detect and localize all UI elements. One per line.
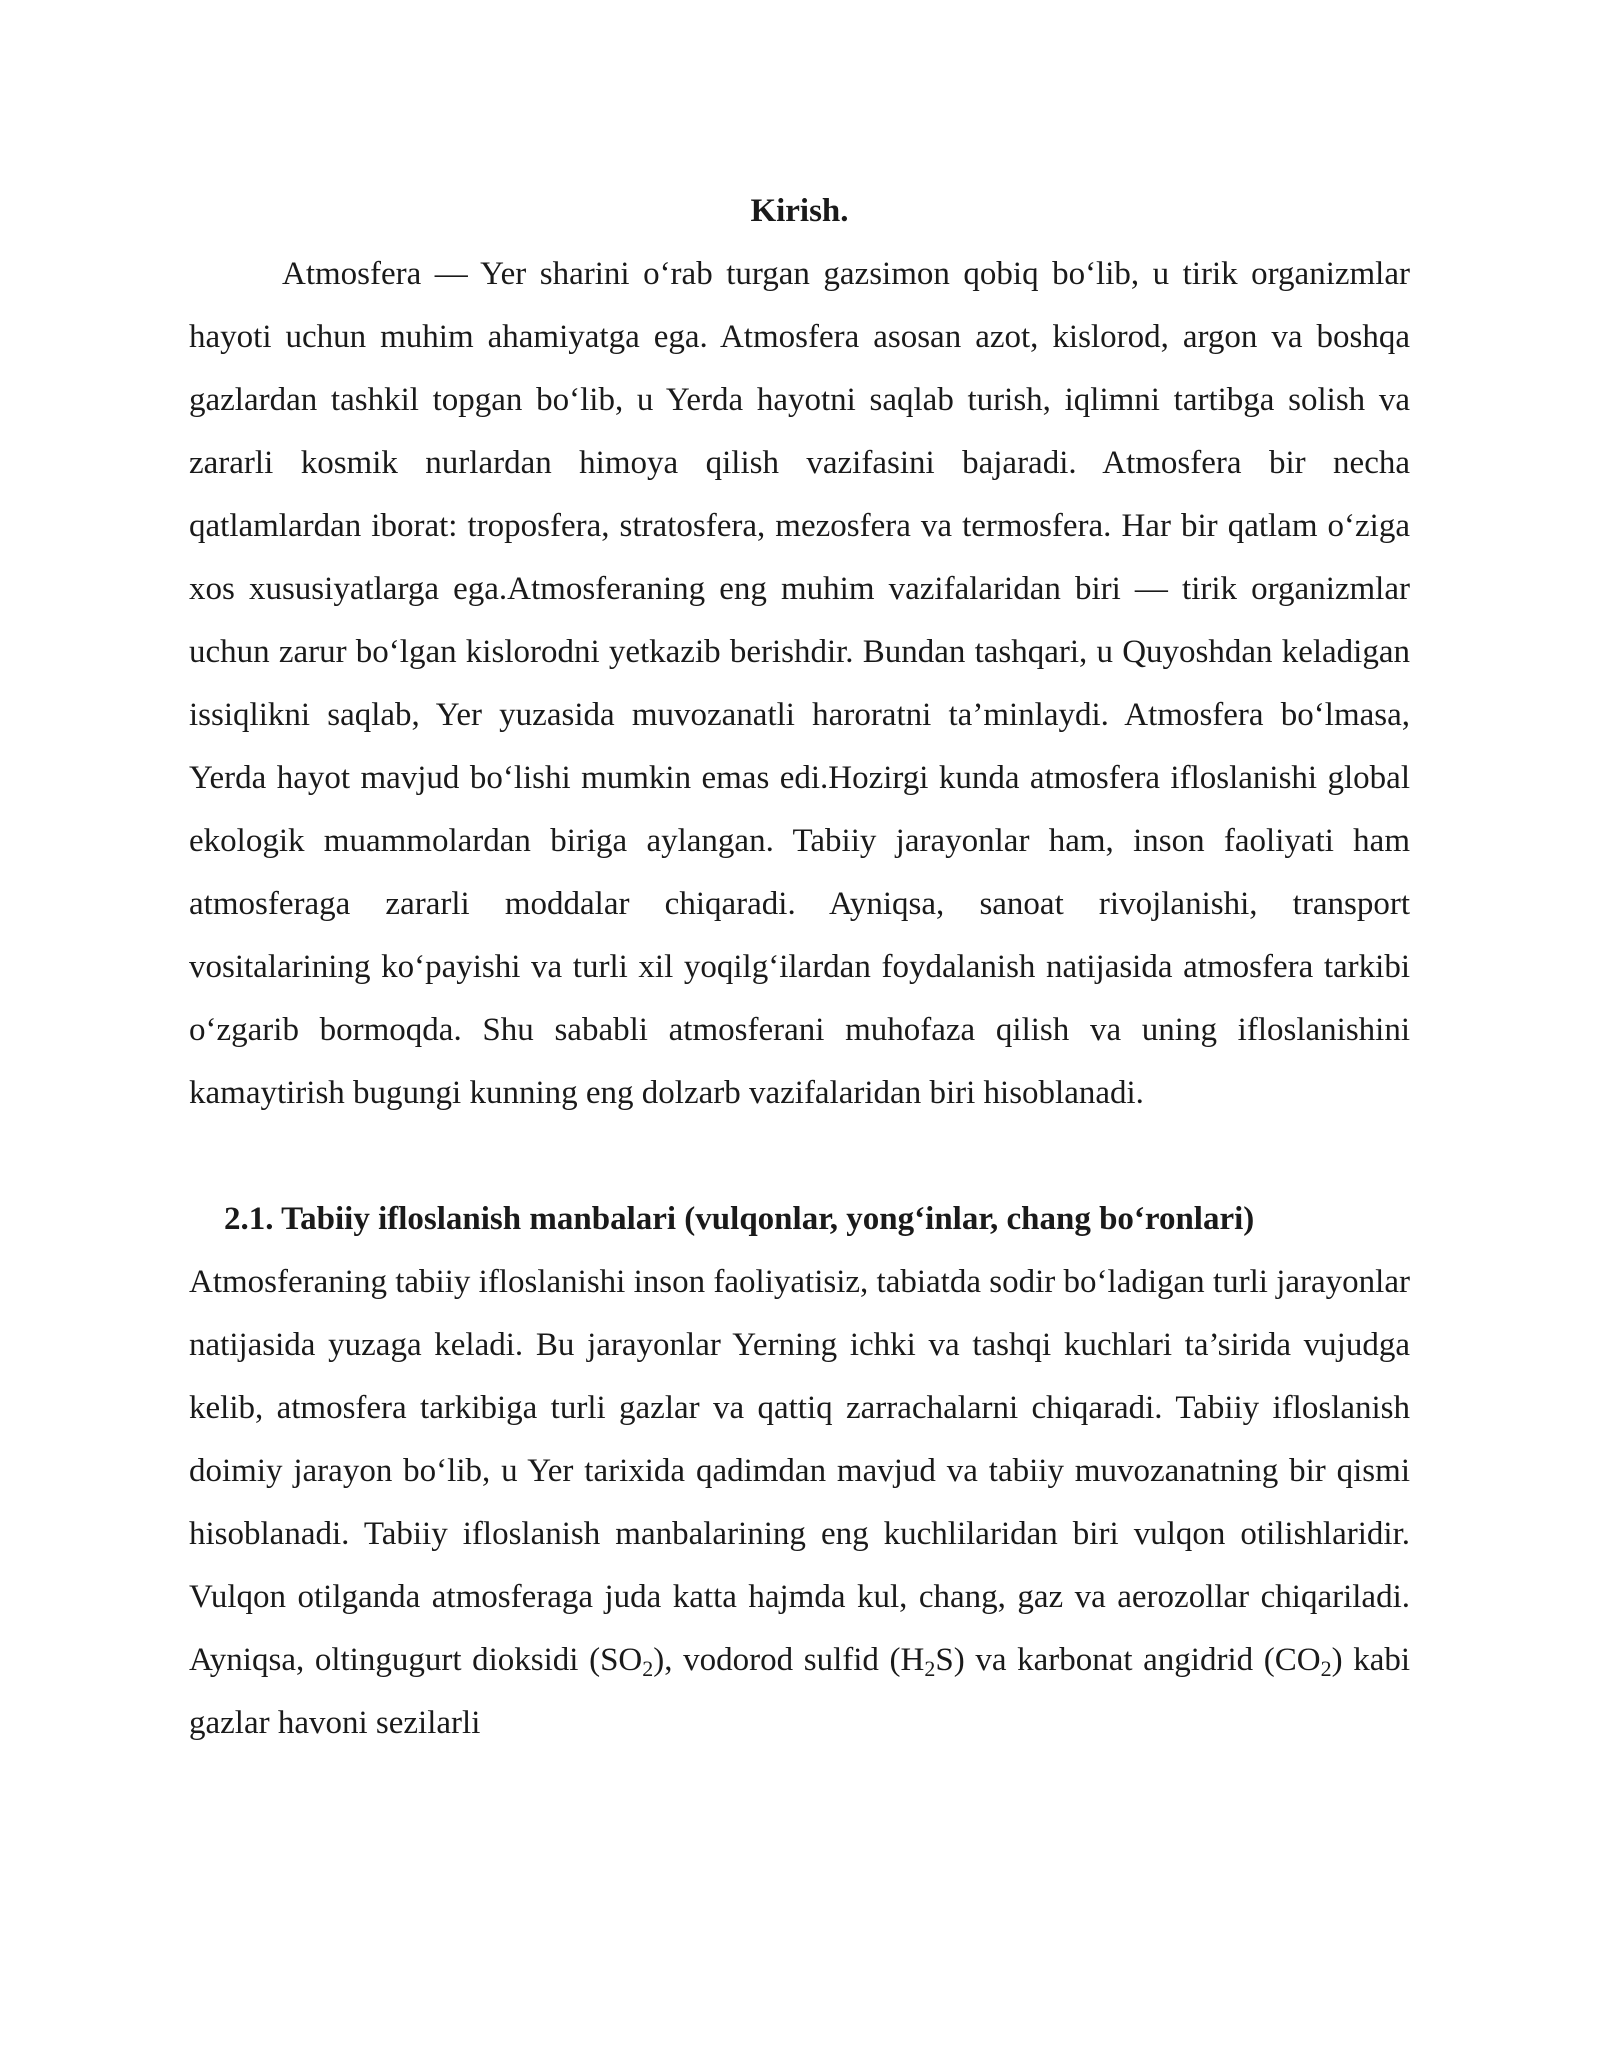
formula-h2s: $(H_2S)$ va karbonat angidrid <box>889 1642 1254 1681</box>
document-title: Kirish. <box>750 193 849 229</box>
section-paragraph-text: Atmosferaning tabiiy ifloslanishi inson faoliyatisiz, tabiatda sodir boʻladigan turli jarayonlar natijasida yuzaga keladi. Bu jarayonlar Yerning ichki va tashqi kuchlari ta’sirida vujudga kelib, atmosfera tarkibiga turli gazlar va qattiq zarrachalarni chiqaradi. Tabiiy ifloslanish doimiy jarayon boʻlib, u Yer tarixida qadimdan mavjud va tabiiy muvozanatning bir qismi hisoblanadi. Tabiiy ifloslanish manbalarining eng kuchlilaridan biri vulqon otilishlaridir. Vulqon otilganda atmosferaga juda katta hajmda kul, chang, gaz va aerozollar chiqariladi. Ayniqsa, oltingugurt dioksidi <box>189 1264 1410 1678</box>
section-heading: 2.1. Tabiiy ifloslanish manbalari (vulqonlar, yongʻinlar, chang boʻronlari) <box>224 1201 1255 1237</box>
section-paragraph <box>189 1251 1410 1755</box>
document-body <box>189 180 1410 1755</box>
formula-so2: $(SO_2)$, vodorod sulfid <box>589 1642 879 1681</box>
paragraph-spacer <box>189 1125 1410 1188</box>
intro-paragraph: Atmosfera — Yer sharini oʻrab turgan gazsimon qobiq boʻlib, u tirik organizmlar hayoti uchun muhim ahamiyatga ega. Atmosfera asosan azot, kislorod, argon va boshqa gazlardan tashkil topgan boʻlib, u Yerda hayotni saqlab turish, iqlimni tartibga solish va zararli kosmik nurlardan himoya qilish vazifasini bajaradi. Atmosfera bir necha qatlamlardan iborat: troposfera, stratosfera, mezosfera va termosfera. Har bir qatlam oʻziga xos xususiyatlarga ega.Atmosferaning eng muhim vazifalaridan biri — tirik organizmlar uchun zarur boʻlgan kislorodni yetkazib berishdir. Bundan tashqari, u Quyoshdan keladigan issiqlikni saqlab, Yer yuzasida muvozanatli haroratni ta’minlaydi. Atmosfera boʻlmasa, Yerda hayot mavjud boʻlishi mumkin emas edi.Hozirgi kunda atmosfera ifloslanishi global ekologik muammolardan biriga aylangan. Tabiiy jarayonlar ham, inson faoliyati ham atmosferaga zararli moddalar chiqaradi. Ayniqsa, sanoat rivojlanishi, transport vositalarining koʻpayishi va turli xil yoqilgʻilardan foydalanish natijasida atmosfera tarkibi oʻzgarib bormoqda. Shu sababli atmosferani muhofaza qilish va uning ifloslanishini kamaytirish bugungi kunning eng dolzarb vazifalaridan biri hisoblanadi. <box>189 256 1410 1111</box>
formula-co2: $(CO_2)$ kabi gazlar havoni sezilarli <box>189 1642 1411 1741</box>
